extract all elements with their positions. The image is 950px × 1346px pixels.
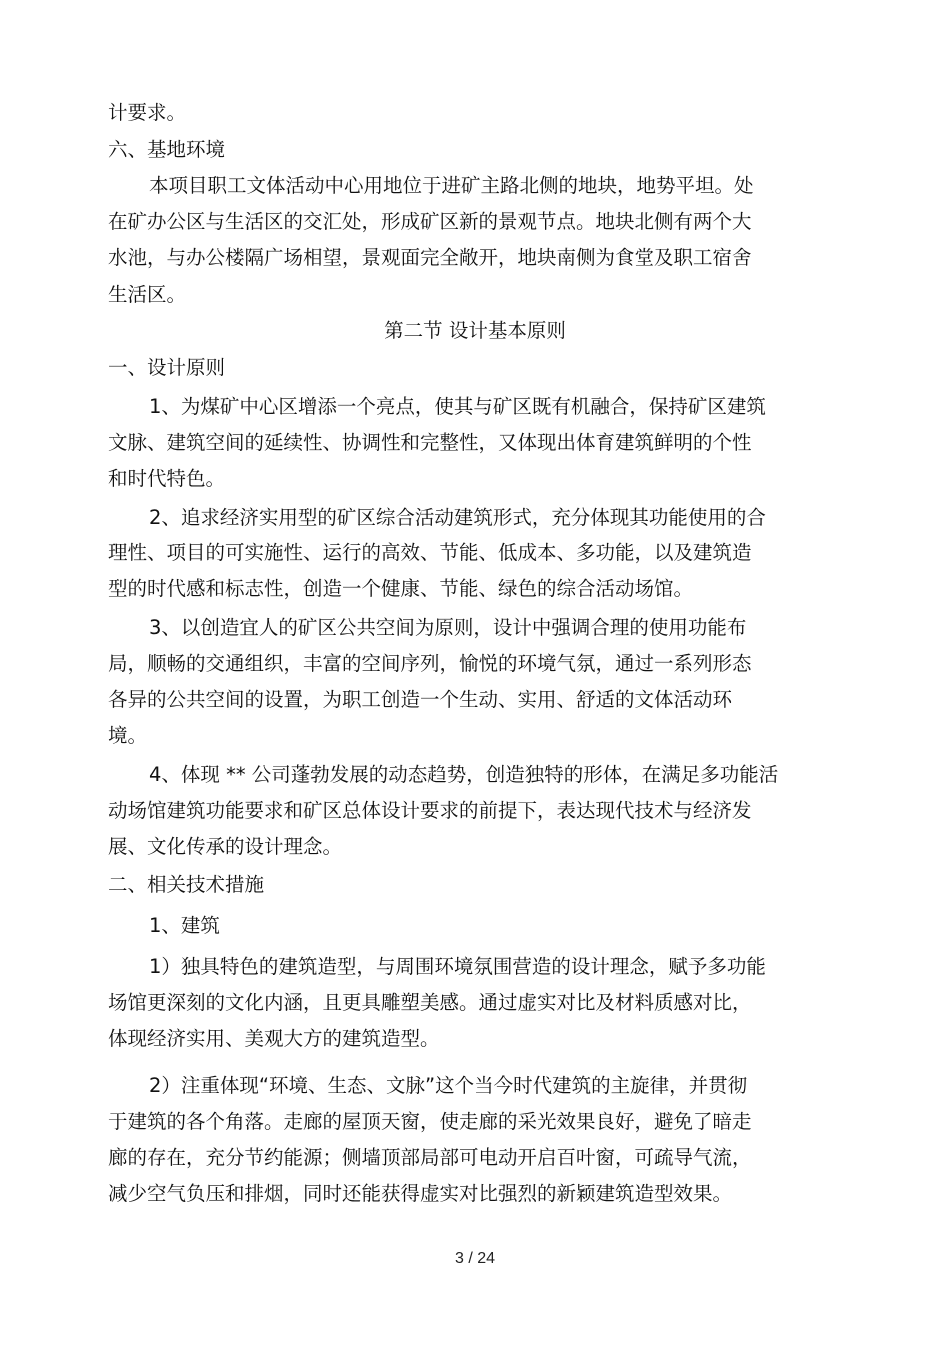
text-line: 1）独具特色的建筑造型，与周围环境氛围营造的设计理念，赋予多功能 bbox=[149, 955, 766, 978]
text-line: 理性、项目的可实施性、运行的高效、节能、低成本、多功能，以及建筑造 bbox=[108, 541, 752, 564]
text-line: 减少空气负压和排烟，同时还能获得虚实对比强烈的新颖建筑造型效果。 bbox=[108, 1182, 733, 1205]
text-line: 境。 bbox=[108, 724, 148, 747]
text-line: 于建筑的各个角落。走廊的屋顶天窗，使走廊的采光效果良好，避免了暗走 bbox=[108, 1110, 752, 1133]
text-line: 3、以创造宜人的矿区公共空间为原则，设计中强调合理的使用功能布 bbox=[149, 616, 747, 639]
text-line: 各异的公共空间的设置，为职工创造一个生动、实用、舒适的文体活动环 bbox=[108, 688, 733, 711]
text-line: 局，顺畅的交通组织，丰富的空间序列，愉悦的环境气氛，通过一系列形态 bbox=[108, 652, 752, 675]
text-line: 动场馆建筑功能要求和矿区总体设计要求的前提下，表达现代技术与经济发 bbox=[108, 799, 752, 822]
text-line: 文脉、建筑空间的延续性、协调性和完整性，又体现出体育建筑鲜明的个性 bbox=[108, 431, 752, 454]
text-line: 和时代特色。 bbox=[108, 467, 226, 490]
text-line: 2）注重体现“环境、生态、文脉”这个当今时代建筑的主旋律，并贯彻 bbox=[149, 1074, 748, 1097]
text-line: 在矿办公区与生活区的交汇处，形成矿区新的景观节点。地块北侧有两个大 bbox=[108, 210, 752, 233]
section-heading: 六、基地环境 bbox=[108, 138, 226, 161]
chapter-section-title: 第二节 设计基本原则 bbox=[384, 319, 566, 342]
text-line: 计要求。 bbox=[108, 101, 187, 124]
text-line: 型的时代感和标志性，创造一个健康、节能、绿色的综合活动场馆。 bbox=[108, 577, 694, 600]
text-line: 体现经济实用、美观大方的建筑造型。 bbox=[108, 1027, 440, 1050]
text-line: 1、为煤矿中心区增添一个亮点，使其与矿区既有机融合，保持矿区建筑 bbox=[149, 395, 766, 418]
text-line: 4、体现 ** 公司蓬勃发展的动态趋势，创造独特的形体，在满足多功能活 bbox=[149, 763, 779, 786]
section-heading: 二、相关技术措施 bbox=[108, 873, 265, 896]
section-heading: 一、设计原则 bbox=[108, 356, 226, 379]
text-line: 廊的存在，充分节约能源；侧墙顶部局部可电动开启百叶窗，可疏导气流， bbox=[108, 1146, 752, 1169]
text-line: 生活区。 bbox=[108, 283, 187, 306]
text-line: 场馆更深刻的文化内涵，且更具雕塑美感。通过虚实对比及材料质感对比， bbox=[108, 991, 752, 1014]
page-number: 3 / 24 bbox=[454, 1250, 496, 1267]
subsection-heading: 1、建筑 bbox=[149, 914, 220, 937]
text-line: 2、追求经济实用型的矿区综合活动建筑形式，充分体现其功能使用的合 bbox=[149, 506, 766, 529]
text-line: 水池，与办公楼隔广场相望，景观面完全敞开，地块南侧为食堂及职工宿舍 bbox=[108, 246, 752, 269]
text-line: 本项目职工文体活动中心用地位于进矿主路北侧的地块，地势平坦。处 bbox=[149, 174, 754, 197]
text-line: 展、文化传承的设计理念。 bbox=[108, 835, 343, 858]
